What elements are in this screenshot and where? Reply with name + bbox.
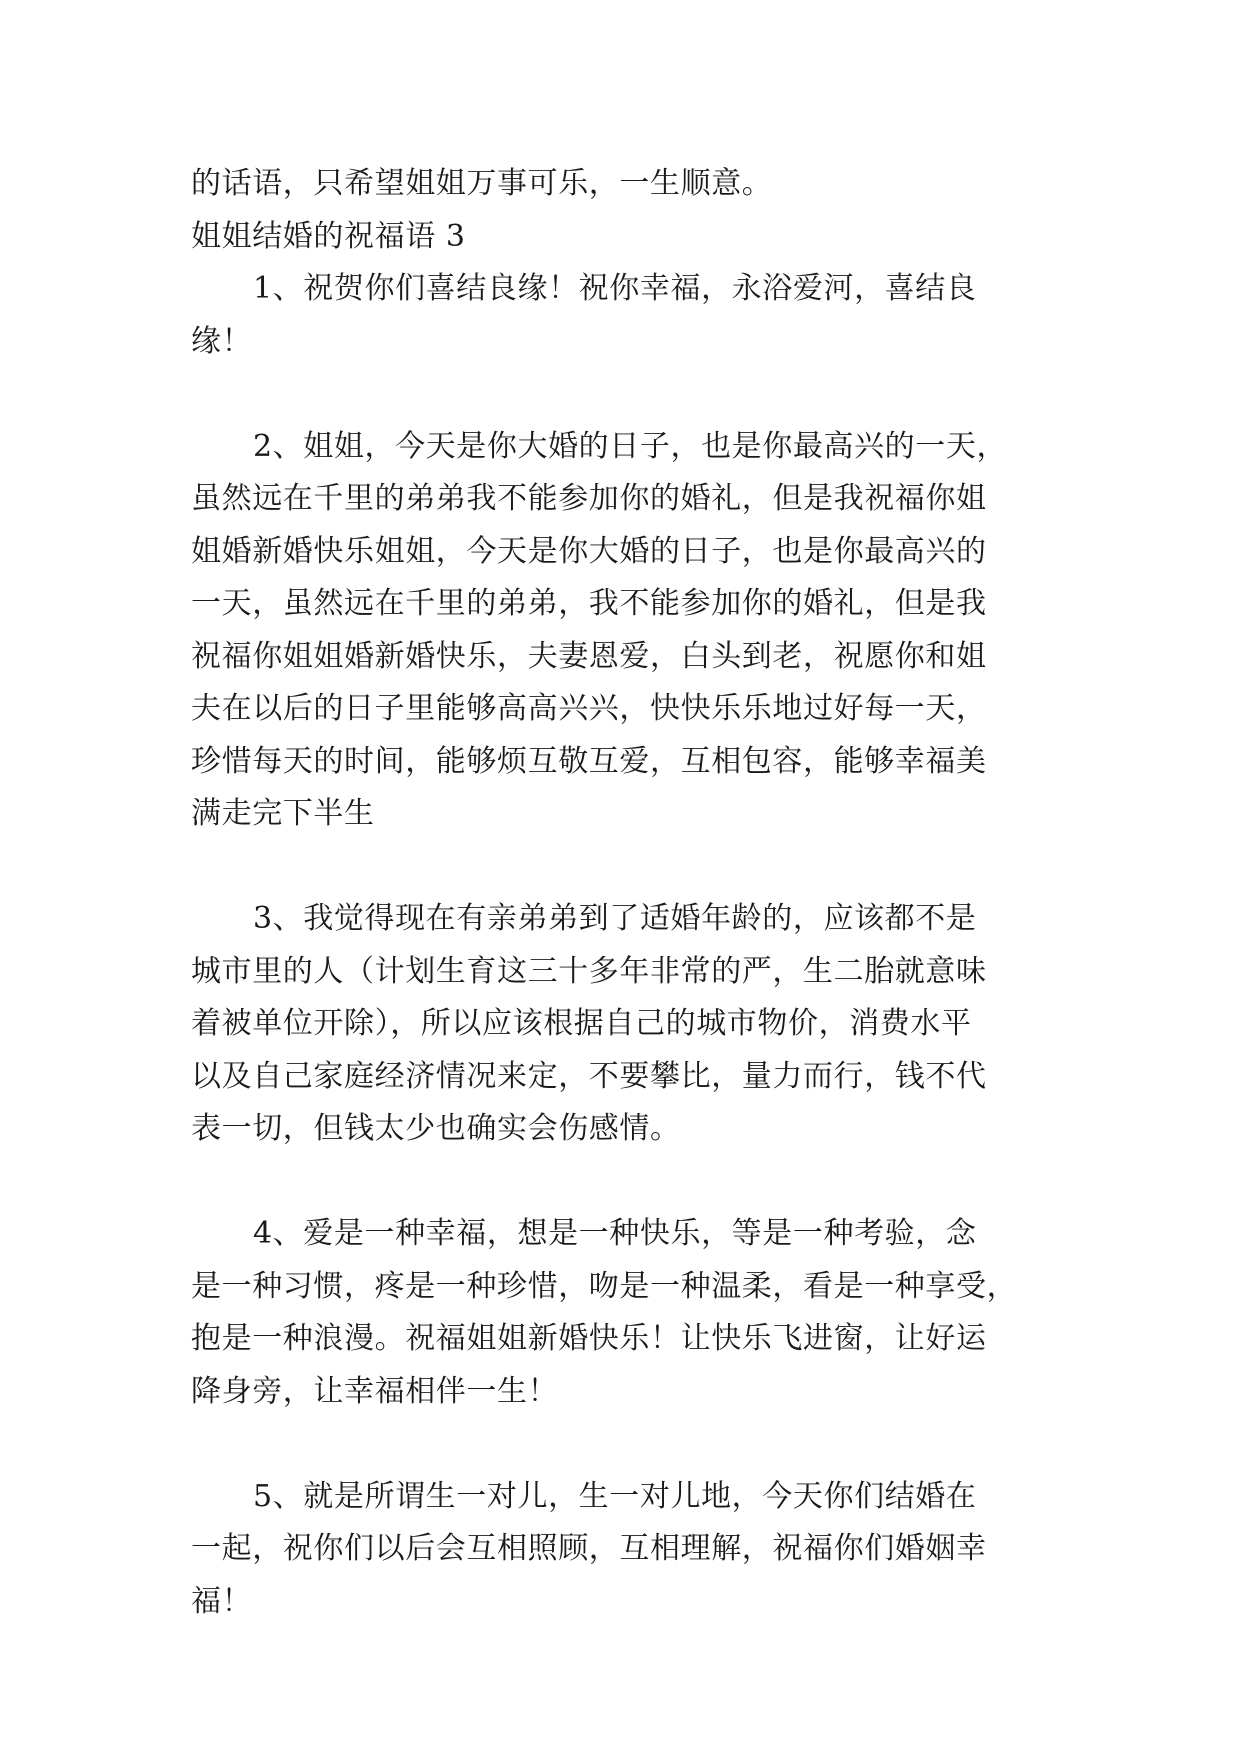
paragraph-line: 珍惜每天的时间，能够烦互敬互爱，互相包容，能够幸福美 [191,743,987,779]
paragraph-line: 虽然远在千里的弟弟我不能参加你的婚礼，但是我祝福你姐 [191,481,987,516]
paragraph-line: 3、我觉得现在有亲弟弟到了适婚年龄的，应该都不是 [253,901,977,936]
continuation-line: 的话语，只希望姐姐万事可乐，一生顺意。 [191,166,773,201]
paragraph-line: 祝福你姐姐婚新婚快乐，夫妻恩爱，白头到老，祝愿你和姐 [191,638,987,674]
paragraph-spacer [191,1156,1061,1209]
paragraph-line: 抱是一种浪漫。祝福姐姐新婚快乐！让快乐飞进窗，让好运 [191,1321,987,1356]
paragraph-spacer [191,1418,1061,1471]
paragraph-line: 4、爱是一种幸福，想是一种快乐，等是一种考验，念 [253,1216,977,1251]
paragraph-line: 1、祝贺你们喜结良缘！祝你幸福，永浴爱河，喜结良 [253,271,977,306]
paragraph-1 [191,263,1061,368]
section-heading: 姐姐结婚的祝福语 3 [191,218,466,254]
paragraph-spacer [191,368,1061,421]
paragraph-line: 满走完下半生 [191,796,375,831]
paragraph-line: 一天，虽然远在千里的弟弟，我不能参加你的婚礼，但是我 [191,586,987,621]
paragraph-line: 以及自己家庭经济情况来定，不要攀比，量力而行，钱不代 [191,1058,987,1094]
paragraph-spacer [191,841,1061,894]
paragraph-5 [191,1471,1061,1629]
paragraph-line: 表一切，但钱太少也确实会伤感情。 [191,1111,681,1146]
paragraph-line: 是一种习惯，疼是一种珍惜，吻是一种温柔，看是一种享受， [191,1268,1018,1304]
paragraph-line: 降身旁，让幸福相伴一生！ [191,1373,559,1409]
paragraph-4 [191,1208,1061,1418]
paragraph-line: 2、姐姐，今天是你大婚的日子，也是你最高兴的一天， [253,428,1008,464]
document-body [191,158,1061,1628]
paragraph-line: 城市里的人（计划生育这三十多年非常的严，生二胎就意味 [191,953,987,989]
paragraph-2 [191,421,1061,841]
paragraph-line: 5、就是所谓生一对儿，生一对儿地，今天你们结婚在 [253,1478,977,1514]
paragraph-line: 一起，祝你们以后会互相照顾，互相理解，祝福你们婚姻幸 [191,1531,987,1566]
paragraph-line: 着被单位开除），所以应该根据自己的城市物价，消费水平 [191,1006,972,1041]
paragraph-3 [191,893,1061,1156]
paragraph-line: 姐婚新婚快乐姐姐，今天是你大婚的日子，也是你最高兴的 [191,533,987,569]
paragraph-line: 缘！ [191,323,253,359]
paragraph-line: 夫在以后的日子里能够高高兴兴，快快乐乐地过好每一天， [191,691,987,726]
paragraph-line: 福！ [191,1583,253,1619]
